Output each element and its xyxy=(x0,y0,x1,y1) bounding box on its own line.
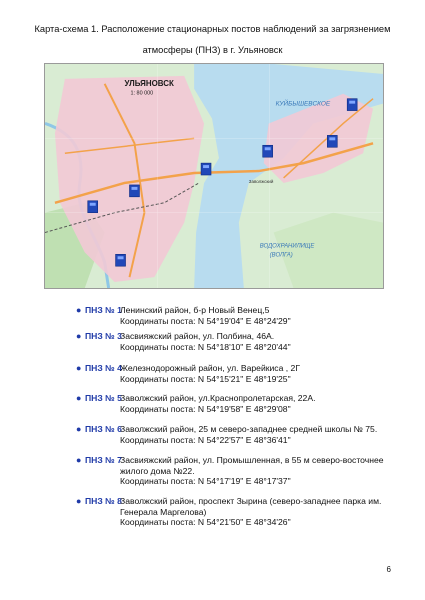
post-coords: Координаты поста: N 54°15'21" E 48°19'25" xyxy=(120,373,291,384)
water-label-kuibyshev: КУЙБЫШЕВСКОЕ xyxy=(275,100,331,108)
post-id: ПНЗ № 7 xyxy=(85,455,122,465)
post-coords: Координаты поста: N 54°19'04" E 48°24'29" xyxy=(120,315,291,326)
post-address: Заволжский район, проспект Зырина (северо-западнее парка им. Генерала Маргелова) xyxy=(120,496,382,517)
post-address: Заволжский район, 25 м северо-западнее средней школы № 75. xyxy=(120,424,378,434)
bullet-icon: ● xyxy=(76,496,82,506)
post-address: Заволжский район, ул.Краснопролетарская, 22А. xyxy=(120,393,316,403)
bullet-icon: ● xyxy=(76,305,82,315)
post-coords: Координаты поста: N 54°19'58" E 48°29'08" xyxy=(120,403,291,414)
station-marker-icon[interactable] xyxy=(327,135,337,147)
page-title-line-1: Карта-схема 1. Расположение стационарных постов наблюдений за загрязнением xyxy=(34,24,391,34)
post-id: ПНЗ № 6 xyxy=(85,424,122,434)
bullet-icon: ● xyxy=(76,455,82,465)
bullet-icon: ● xyxy=(76,331,82,341)
scale-label: 1: 80 000 xyxy=(130,90,154,97)
post-address: Засвияжский район, ул. Промышленная, в 55 м северо-восточнее жилого дома №22. xyxy=(120,455,384,476)
post-address: Засвияжский район, ул. Полбина, 46А. xyxy=(120,331,275,341)
station-marker-icon[interactable] xyxy=(116,254,126,266)
page-number: 6 xyxy=(386,565,391,574)
post-coords: Координаты поста: N 54°21'50" E 48°34'26" xyxy=(120,517,291,527)
post-coords: Координаты поста: N 54°22'57" E 48°36'41" xyxy=(120,434,291,445)
city-map-svg xyxy=(45,64,383,288)
post-address: Ленинский район, б-р Новый Венец,5 xyxy=(120,305,270,315)
station-marker-icon[interactable] xyxy=(130,185,140,197)
post-id: ПНЗ № 5 xyxy=(85,393,122,403)
city-map xyxy=(44,63,384,289)
city-label: УЛЬЯНОВСК xyxy=(124,78,174,88)
post-address: Железнодорожный район, ул. Варейкиса , 2Г xyxy=(120,363,300,373)
bullet-icon: ● xyxy=(76,363,82,373)
water-label-reservoir: ВОДОХРАНИЛИЩЕ xyxy=(259,243,315,250)
station-marker-icon[interactable] xyxy=(347,99,357,111)
water-label-volga: (ВОЛГА) xyxy=(269,252,293,259)
bullet-icon: ● xyxy=(76,424,82,434)
post-coords: Координаты поста: N 54°18'10" E 48°20'44" xyxy=(120,341,291,352)
station-marker-icon[interactable] xyxy=(201,163,211,175)
post-id: ПНЗ № 4 xyxy=(85,363,122,373)
station-marker-icon[interactable] xyxy=(263,145,273,157)
post-id: ПНЗ № 8 xyxy=(85,496,122,506)
post-id: ПНЗ № 1 xyxy=(85,305,122,315)
post-coords: Координаты поста: N 54°17'19" E 48°17'37" xyxy=(120,476,291,486)
bridge-label: Заволжский xyxy=(248,178,274,184)
bullet-icon: ● xyxy=(76,393,82,403)
post-id: ПНЗ № 3 xyxy=(85,331,122,341)
station-marker-icon[interactable] xyxy=(88,201,98,213)
page-title-line-2: атмосферы (ПНЗ) в г. Ульяновск xyxy=(142,45,283,55)
